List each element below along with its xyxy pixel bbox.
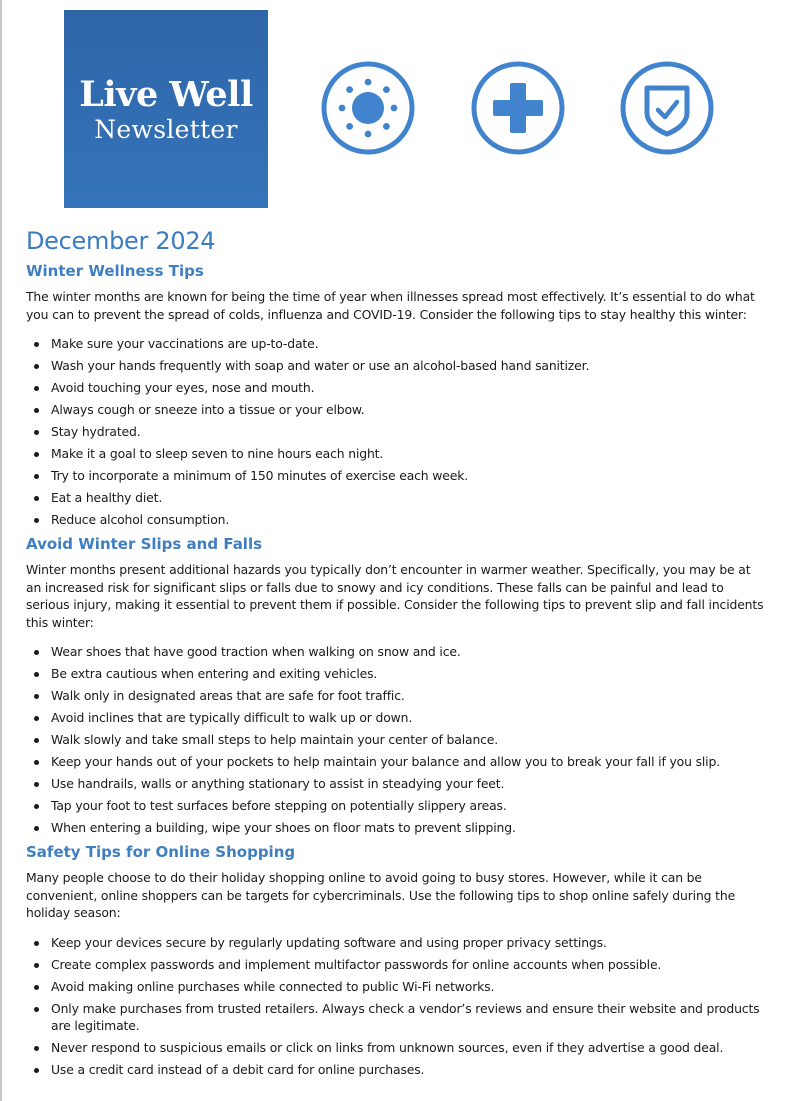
list-item: Wear shoes that have good traction when walking on snow and ice. [51, 643, 766, 661]
shield-check-icon [620, 61, 714, 155]
issue-date: December 2024 [26, 227, 216, 255]
list-item: Avoid making online purchases while connected to public Wi-Fi networks. [51, 978, 766, 996]
medical-cross-icon [471, 61, 565, 155]
masthead-title: Live Well [79, 74, 253, 115]
list-item: Make sure your vaccinations are up-to-date. [51, 335, 766, 353]
section-heading: Avoid Winter Slips and Falls [26, 535, 263, 553]
list-item: Walk slowly and take small steps to help maintain your center of balance. [51, 731, 766, 749]
section-intro: Winter months present additional hazards you typically don’t encounter in warmer weather. Specifically, you may be at an increased risk for significant slips or falls due to snowy and icy conditions. These falls can be painful and lead to serious injury, making it essential to prevent them if possible. Consider the following tips to prevent slip and fall incidents this winter: [26, 562, 764, 630]
list-item: Only make purchases from trusted retailers. Always check a vendor’s reviews and ensure their website and products are legitimate. [51, 1000, 766, 1035]
newsletter-masthead [64, 10, 268, 208]
page-left-border [0, 0, 2, 1101]
list-item: Avoid touching your eyes, nose and mouth. [51, 379, 766, 397]
newsletter-content [26, 224, 766, 1083]
list-item: Wash your hands frequently with soap and water or use an alcohol-based hand sanitizer. [51, 357, 766, 375]
list-item: Tap your foot to test surfaces before stepping on potentially slippery areas. [51, 797, 766, 815]
tips-list [26, 934, 766, 1079]
section-heading: Winter Wellness Tips [26, 262, 204, 280]
masthead-subtitle: Newsletter [94, 115, 238, 144]
list-item: Try to incorporate a minimum of 150 minutes of exercise each week. [51, 467, 766, 485]
tips-list [26, 335, 766, 529]
list-item: Always cough or sneeze into a tissue or your elbow. [51, 401, 766, 419]
list-item: Create complex passwords and implement multifactor passwords for online accounts when possible. [51, 956, 766, 974]
list-item: Make it a goal to sleep seven to nine hours each night. [51, 445, 766, 463]
tips-list [26, 643, 766, 837]
sun-icon [321, 61, 415, 155]
section-winter-wellness [26, 260, 766, 529]
list-item: Be extra cautious when entering and exiting vehicles. [51, 665, 766, 683]
list-item: Use a credit card instead of a debit card for online purchases. [51, 1061, 766, 1079]
list-item: Use handrails, walls or anything stationary to assist in steadying your feet. [51, 775, 766, 793]
list-item: Never respond to suspicious emails or click on links from unknown sources, even if they advertise a good deal. [51, 1039, 766, 1057]
section-online-shopping [26, 841, 766, 1079]
section-intro: The winter months are known for being the time of year when illnesses spread most effectively. It’s essential to do what you can to prevent the spread of colds, influenza and COVID-19. Consider the following tips to stay healthy this winter: [26, 289, 755, 322]
section-slips-and-falls [26, 533, 766, 837]
list-item: Stay hydrated. [51, 423, 766, 441]
list-item: Walk only in designated areas that are safe for foot traffic. [51, 687, 766, 705]
list-item: Keep your hands out of your pockets to help maintain your balance and allow you to break your fall if you slip. [51, 753, 766, 771]
list-item: When entering a building, wipe your shoes on floor mats to prevent slipping. [51, 819, 766, 837]
list-item: Eat a healthy diet. [51, 489, 766, 507]
section-intro: Many people choose to do their holiday shopping online to avoid going to busy stores. However, while it can be convenient, online shoppers can be targets for cybercriminals. Use the following tips to shop online safely during the holiday season: [26, 870, 736, 920]
section-heading: Safety Tips for Online Shopping [26, 843, 296, 861]
list-item: Reduce alcohol consumption. [51, 511, 766, 529]
list-item: Avoid inclines that are typically difficult to walk up or down. [51, 709, 766, 727]
list-item: Keep your devices secure by regularly updating software and using proper privacy settings. [51, 934, 766, 952]
